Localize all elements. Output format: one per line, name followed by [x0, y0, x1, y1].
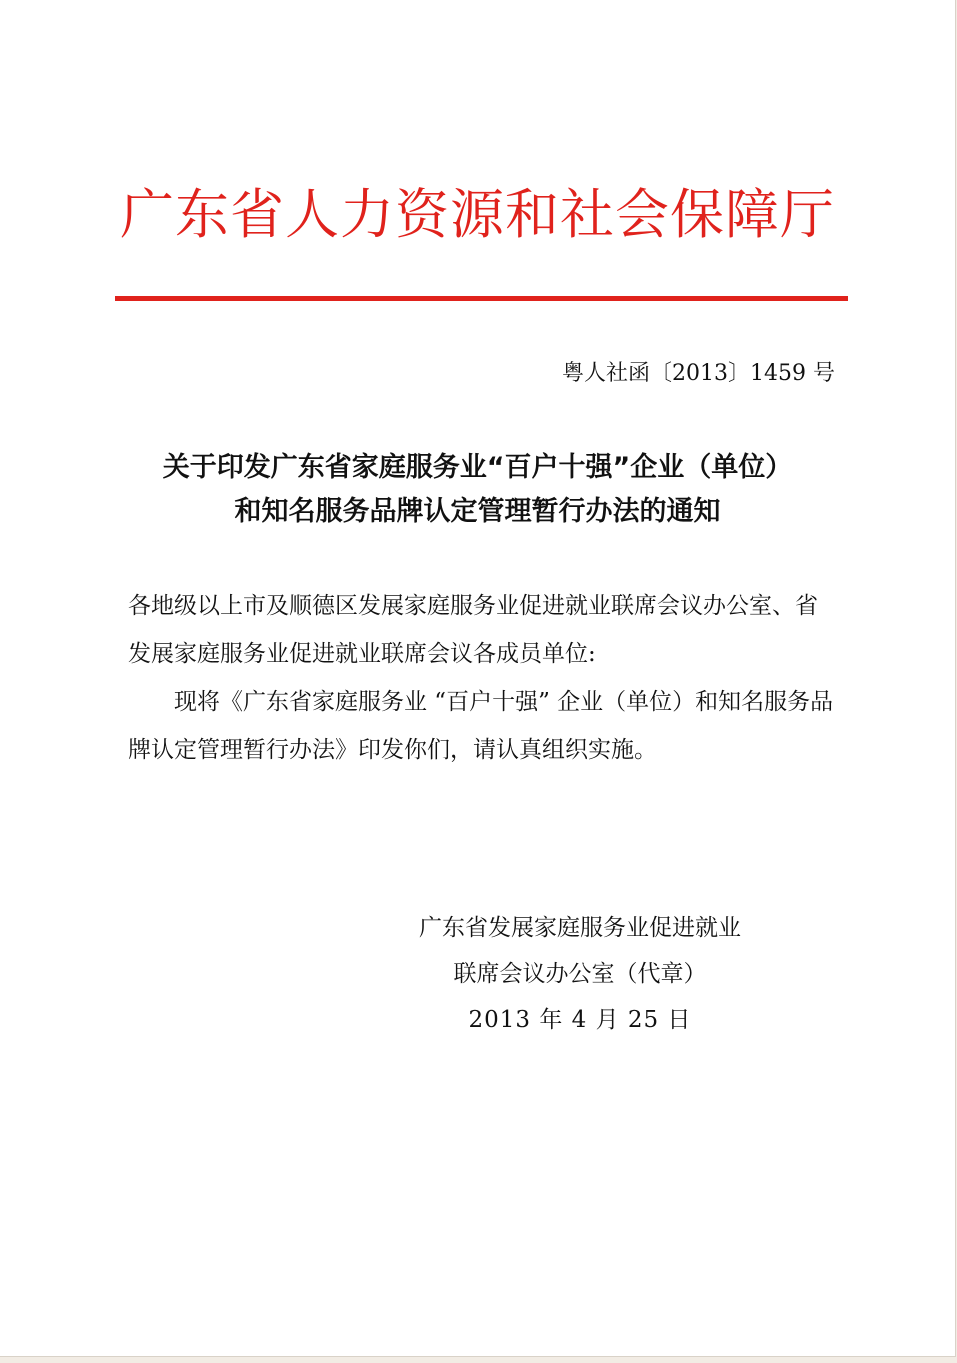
main-paragraph: 现将《广东省家庭服务业 “百户十强” 企业（单位）和知名服务品牌认定管理暂行办法》印发你们，请认真组织实施。: [128, 689, 834, 763]
signature-date: 2013 年 4 月 25 日: [468, 1007, 692, 1033]
signature-line-1: 广东省发展家庭服务业促进就业: [419, 915, 741, 941]
red-divider-line: [115, 296, 848, 301]
document-title-line-1: 关于印发广东省家庭服务业“百户十强”企业（单位）: [162, 452, 793, 483]
recipients-paragraph: 各地级以上市及顺德区发展家庭服务业促进就业联席会议办公室、省发展家庭服务业促进就业联席会议各成员单位:: [128, 593, 818, 667]
signature-line-2: 联席会议办公室（代章）: [453, 961, 707, 987]
document-body: [128, 582, 837, 774]
document-number: 粤人社函〔2013〕1459 号: [562, 361, 835, 386]
document-title: [100, 446, 855, 534]
document-title-line-2: 和知名服务品牌认定管理暂行办法的通知: [234, 496, 721, 527]
organization-header: 广东省人力资源和社会保障厅: [120, 183, 835, 246]
signature-block: [360, 905, 800, 1043]
